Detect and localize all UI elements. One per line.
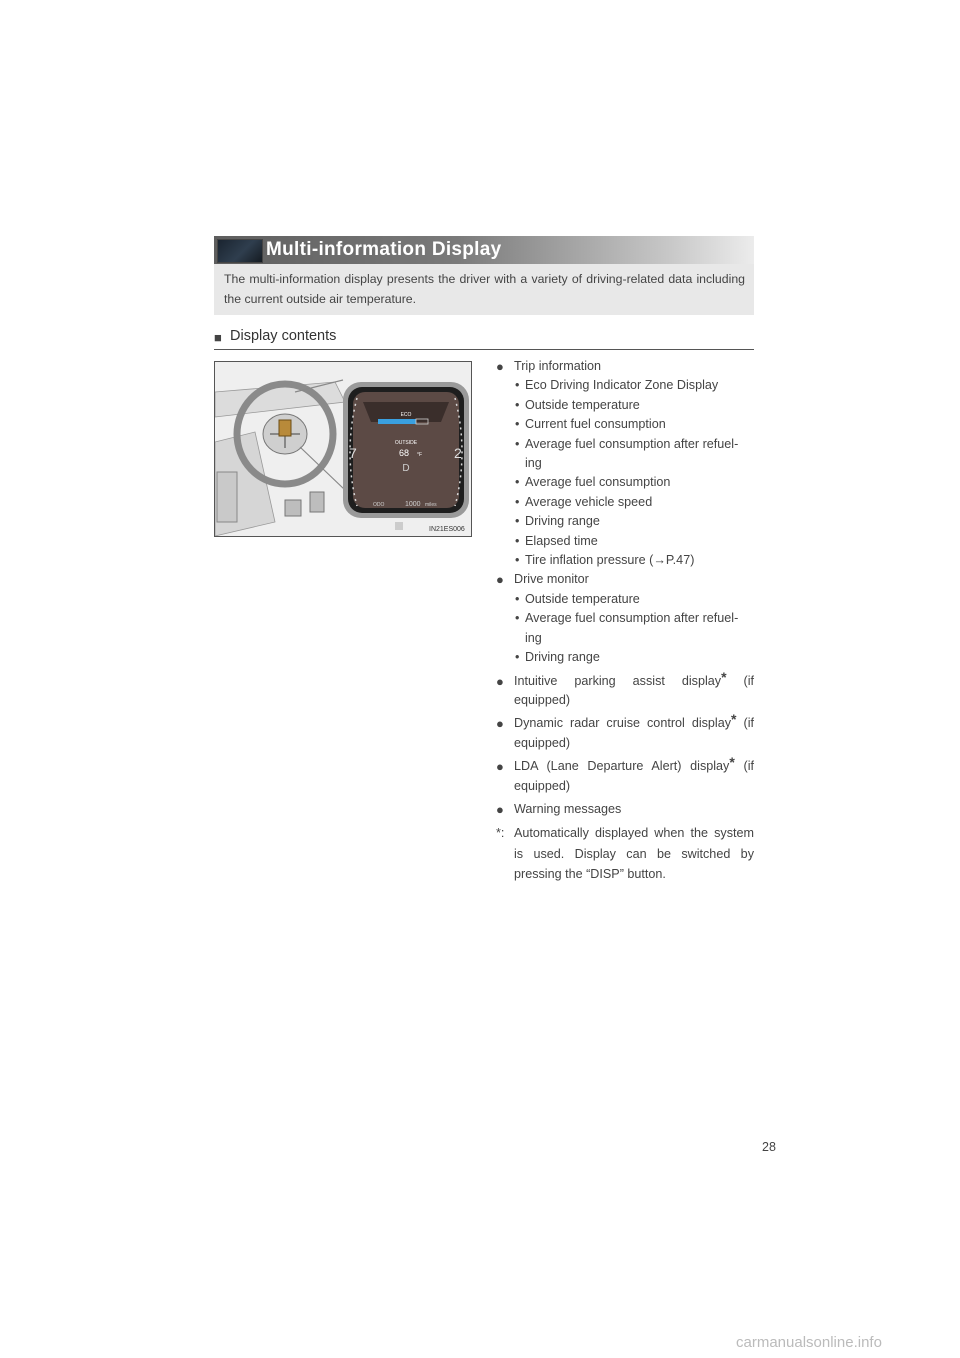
footnote-star: * bbox=[729, 754, 735, 771]
sub-bullet-icon: • bbox=[515, 533, 520, 548]
list-item-parking-assist: ● Intuitive parking assist display* (if equipped) bbox=[496, 668, 754, 707]
sub-bullet-icon: • bbox=[515, 611, 520, 626]
list-item-radar-cruise: ● Dynamic radar cruise control display* (if equipped) bbox=[496, 711, 754, 750]
sub-item-continuation: ing bbox=[525, 630, 542, 645]
sub-bullet-icon: • bbox=[515, 591, 520, 606]
footnote-star: * bbox=[721, 668, 727, 685]
footer-watermark: carmanualsonline.info bbox=[736, 1334, 882, 1351]
sub-bullet-icon: • bbox=[515, 514, 520, 529]
sub-item-tire-pressure: • Tire inflation pressure (→P.47) bbox=[496, 551, 754, 570]
sub-bullet-icon: • bbox=[515, 553, 520, 568]
drive-monitor-label: Drive monitor bbox=[514, 572, 589, 587]
sub-bullet-icon: • bbox=[515, 475, 520, 490]
bullet-icon: ● bbox=[496, 572, 504, 588]
bullet-icon: ● bbox=[496, 359, 504, 374]
sub-item: • Driving range bbox=[496, 512, 754, 531]
gauge-left-number: 7 bbox=[349, 445, 357, 461]
sub-bullet-icon: • bbox=[515, 494, 520, 509]
gear-indicator: D bbox=[402, 463, 410, 474]
section-header-bar bbox=[214, 236, 754, 264]
sub-item: • Eco Driving Indicator Zone Display bbox=[496, 376, 754, 395]
trip-information-label: Trip information bbox=[514, 359, 602, 373]
footnote-star: * bbox=[731, 711, 737, 728]
sub-item-continuation: ing bbox=[525, 456, 542, 471]
sub-item: • Average fuel consumption after refuel- bbox=[496, 435, 754, 454]
bullet-icon: ● bbox=[496, 716, 504, 732]
list-item-lda: ● LDA (Lane Departure Alert) display* (if equipped) bbox=[496, 754, 754, 793]
odometer-value: 1000 bbox=[405, 501, 421, 508]
outside-label: OUTSIDE bbox=[394, 440, 418, 446]
footnote bbox=[496, 823, 754, 885]
sub-item: • Average fuel consumption bbox=[496, 473, 754, 492]
bullet-icon: ● bbox=[496, 801, 504, 817]
page-title: Multi-information Display bbox=[266, 239, 502, 260]
subheading bbox=[214, 327, 754, 350]
list-item-drive-monitor bbox=[496, 570, 754, 589]
intro-box bbox=[214, 264, 754, 315]
sub-bullet-icon: • bbox=[515, 650, 520, 665]
eco-label: ECO bbox=[400, 412, 412, 418]
subheading-square-icon: ■ bbox=[214, 330, 222, 345]
odo-label: ODO bbox=[373, 502, 385, 508]
sub-item: • Current fuel consumption bbox=[496, 415, 754, 434]
sub-bullet-icon: • bbox=[515, 436, 520, 451]
sub-bullet-icon: • bbox=[515, 378, 520, 393]
odometer-unit: miles bbox=[425, 502, 437, 508]
temperature-unit: °F bbox=[417, 452, 423, 458]
subheading-title: Display contents bbox=[230, 328, 337, 344]
header-thumbnail-image bbox=[217, 239, 263, 263]
sub-bullet-icon: • bbox=[515, 397, 520, 412]
sub-item: • Outside temperature bbox=[496, 590, 754, 609]
temperature-value: 68 bbox=[398, 448, 410, 458]
sub-item: • Average fuel consumption after refuel- bbox=[496, 609, 754, 628]
display-contents-list bbox=[496, 357, 754, 885]
bullet-icon: ● bbox=[496, 759, 504, 775]
sub-item: • Elapsed time bbox=[496, 532, 754, 551]
sub-item: • Average vehicle speed bbox=[496, 493, 754, 512]
list-item-trip-information bbox=[496, 357, 754, 376]
dashboard-illustration-svg bbox=[215, 362, 471, 536]
figure-code: IN21ES006 bbox=[429, 526, 465, 533]
list-item-warning-messages: ● Warning messages bbox=[496, 800, 754, 819]
page-number: 28 bbox=[762, 1140, 776, 1154]
sub-item: • Outside temperature bbox=[496, 396, 754, 415]
sub-bullet-icon: • bbox=[515, 417, 520, 432]
sub-item: • Driving range bbox=[496, 648, 754, 667]
intro-text: The multi-information display presents the driver with a variety of driving-related data including the current outside air temperature. bbox=[224, 272, 745, 306]
footnote-text: Automatically displayed when the system is used. Display can be switched by pressing the “DISP” button. bbox=[514, 826, 754, 882]
bullet-icon: ● bbox=[496, 673, 504, 689]
footnote-marker: *: bbox=[496, 826, 505, 841]
dashboard-illustration bbox=[214, 361, 472, 537]
gauge-right-number: 2 bbox=[454, 445, 462, 461]
